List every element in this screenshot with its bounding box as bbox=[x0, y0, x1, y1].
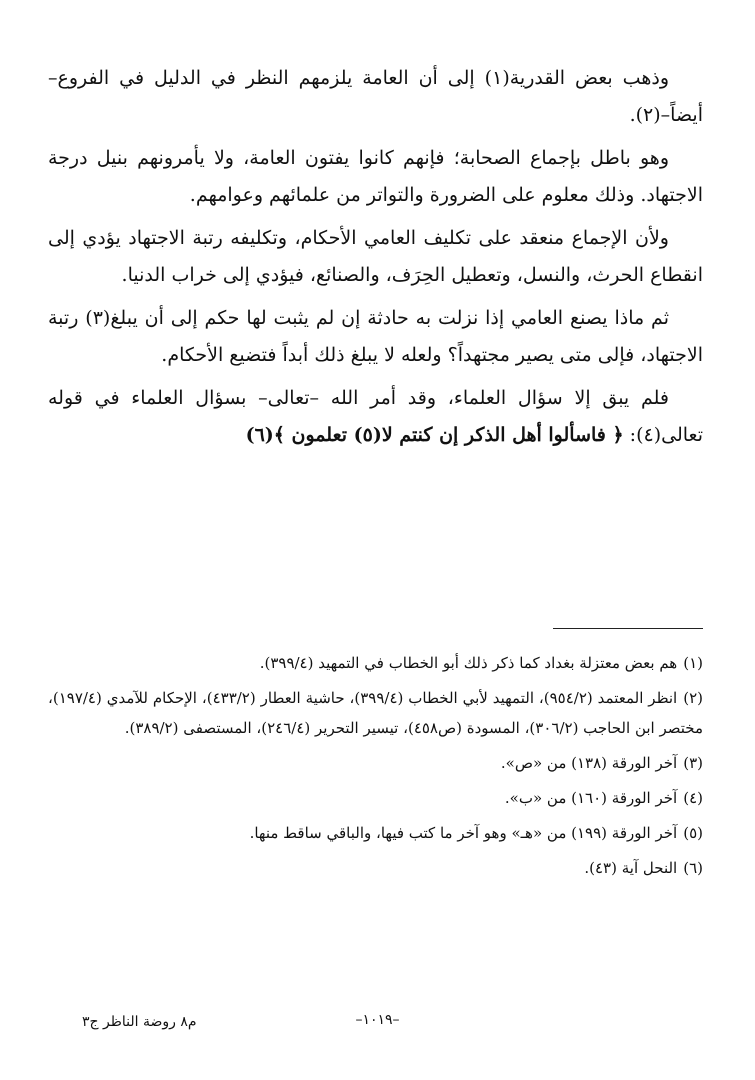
printer-signature: م٨ روضة الناظر ج٣ bbox=[82, 1014, 197, 1030]
footnote-text: هم بعض معتزلة بغداد كما ذكر ذلك أبو الخطاب في التمهيد (٣٩٩/٤). bbox=[259, 654, 678, 672]
footnote bbox=[48, 648, 703, 678]
footnote bbox=[48, 783, 703, 813]
paragraph-5-text: فلم يبق إلا سؤال العلماء، وقد أمر الله –تعالى– بسؤال العلماء في قوله تعالى(٤): bbox=[48, 387, 703, 446]
footnotes bbox=[48, 648, 703, 888]
footnote-text: النحل آية (٤٣). bbox=[584, 859, 678, 877]
footnote-text: آخر الورقة (١٦٠) من «ب». bbox=[504, 789, 678, 807]
paragraph-2: وهو باطل بإجماع الصحابة؛ فإنهم كانوا يفتون العامة، ولا يأمرونهم بنيل درجة الاجتهاد. وذلك معلوم على الضرورة والتواتر من علمائهم وعوامهم. bbox=[48, 147, 703, 206]
footnote-text: آخر الورقة (١٣٨) من «ص». bbox=[500, 754, 678, 772]
footnote bbox=[48, 748, 703, 778]
footnote-number: (٣) bbox=[683, 754, 703, 772]
main-text bbox=[48, 60, 703, 460]
footnote bbox=[48, 818, 703, 848]
footnote bbox=[48, 853, 703, 883]
paragraph-1: وذهب بعض القدرية(١) إلى أن العامة يلزمهم النظر في الدليل في الفروع– أيضاً–(٢). bbox=[48, 67, 703, 126]
page-footer bbox=[0, 1012, 755, 1042]
footnote-text: انظر المعتمد (٩٥٤/٢)، التمهيد لأبي الخطاب (٣٩٩/٤)، حاشية العطار (٤٣٣/٢)، الإحكام للآمدي (١٩٧/٤)، مختصر ابن الحاجب (٣٠٦/٢)، المسودة (ص٤٥٨)، تيسير التحرير (٢٤٦/٤)، المستصفى (٣٨٩/٢). bbox=[48, 689, 703, 737]
footnote-number: (٢) bbox=[683, 689, 703, 707]
footnote-number: (٤) bbox=[683, 789, 703, 807]
footnote-number: (٥) bbox=[683, 824, 703, 842]
footnote-number: (١) bbox=[683, 654, 703, 672]
footnote-text: آخر الورقة (١٩٩) من «هـ» وهو آخر ما كتب فيها، والباقي ساقط منها. bbox=[249, 824, 678, 842]
quran-verse: ﴿ فاسألوا أهل الذكر إن كنتم لا(٥) تعلمون ﴾(٦) bbox=[245, 424, 624, 446]
paragraph-5 bbox=[48, 380, 703, 454]
page-number: –١٠١٩– bbox=[355, 1012, 400, 1028]
footnote-divider bbox=[553, 628, 703, 629]
footnote bbox=[48, 683, 703, 743]
paragraph-4: ثم ماذا يصنع العامي إذا نزلت به حادثة إن لم يثبت لها حكم إلى أن يبلغ(٣) رتبة الاجتهاد، فإلى متى يصير مجتهداً؟ ولعله لا يبلغ ذلك أبداً فتضيع الأحكام. bbox=[48, 307, 703, 366]
footnote-number: (٦) bbox=[683, 859, 703, 877]
paragraph-3: ولأن الإجماع منعقد على تكليف العامي الأحكام، وتكليفه رتبة الاجتهاد يؤدي إلى انقطاع الحرث، والنسل، وتعطيل الحِرَف، والصنائع، فيؤدي إلى خراب الدنيا. bbox=[48, 227, 703, 286]
